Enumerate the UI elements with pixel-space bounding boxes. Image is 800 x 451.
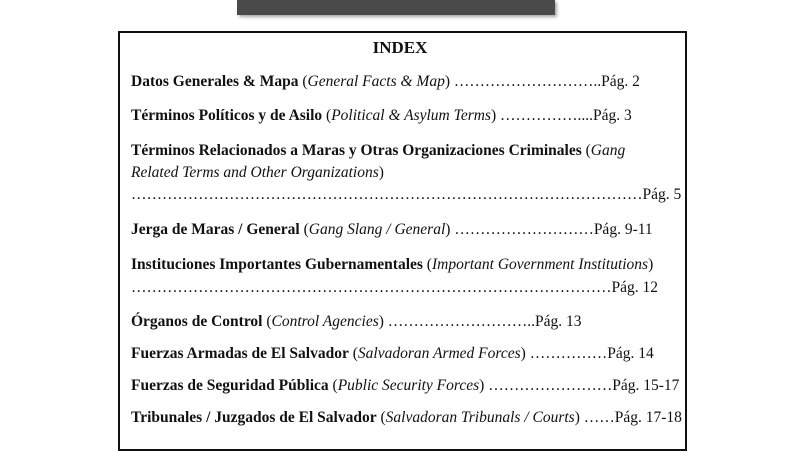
entry-title-es: Instituciones Importantes Gubernamentales <box>131 256 423 273</box>
entry-title-es: Jerga de Maras / General <box>131 221 300 238</box>
entry-page: Pág. 2 <box>601 73 640 90</box>
index-entry-gang-slang[interactable]: Jerga de Maras / General (Gang Slang / General) ………………………Pág. 9-11 <box>131 221 653 238</box>
entry-title-es: Fuerzas de Seguridad Pública <box>131 377 329 394</box>
index-entry-gang-terms-cont[interactable]: Related Terms and Other Organizations) <box>131 164 384 181</box>
entry-title-en: General Facts & Map <box>307 73 445 90</box>
entry-title-en: Important Government Institutions <box>431 256 649 273</box>
header-bar <box>237 0 555 15</box>
entry-title-en-line2: Related Terms and Other Organizations <box>131 164 379 181</box>
index-entry-armed-forces[interactable]: Fuerzas Armadas de El Salvador (Salvadoran Armed Forces) ……………Pág. 14 <box>131 345 654 362</box>
entry-page: Pág. 12 <box>611 279 658 296</box>
index-entry-gov-institutions-page[interactable] <box>131 279 658 297</box>
index-entry-gang-terms[interactable]: Términos Relacionados a Maras y Otras Organizaciones Criminales (Gang <box>131 142 626 159</box>
entry-dots: ……………………………………………………………………………………… <box>131 186 643 203</box>
entry-page: Pág. 15-17 <box>612 377 680 394</box>
entry-dots: ……………………… <box>450 221 594 238</box>
entry-title-en: Political & Asylum Terms <box>331 107 491 124</box>
entry-dots: …………….... <box>496 107 594 124</box>
entry-title-es: Fuerzas Armadas de El Salvador <box>131 345 349 362</box>
entry-dots: ………………………………………………………………………………… <box>131 279 612 296</box>
entry-dots: ……………………….. <box>383 313 536 330</box>
entry-page: Pág. 5 <box>642 186 682 203</box>
index-entry-gov-institutions[interactable]: Instituciones Importantes Gubernamentales (Important Government Institutions) <box>131 256 654 273</box>
entry-title-en: Salvadoran Tribunals / Courts <box>385 409 575 426</box>
index-entry-security-forces[interactable]: Fuerzas de Seguridad Pública (Public Security Forces) ……………………Pág. 15-17 <box>131 377 680 394</box>
entry-page: Pág. 17-18 <box>614 409 682 426</box>
entry-dots: …………………… <box>484 377 613 394</box>
index-entry-political-terms[interactable]: Términos Políticos y de Asilo (Political & Asylum Terms) ……………....Pág. 3 <box>131 107 632 124</box>
entry-page: Pág. 14 <box>607 345 654 362</box>
entry-title-es: Términos Relacionados a Maras y Otras Organizaciones Criminales <box>131 142 582 159</box>
entry-title-en: Gang Slang / General <box>308 221 446 238</box>
index-entry-gang-terms-page[interactable] <box>131 186 681 204</box>
index-title: INDEX <box>372 38 428 57</box>
entry-title-es: Tribunales / Juzgados de El Salvador <box>131 409 377 426</box>
entry-title-en: Control Agencies <box>271 313 379 330</box>
index-entry-tribunals[interactable]: Tribunales / Juzgados de El Salvador (Salvadoran Tribunals / Courts) ……Pág. 17-18 <box>131 409 682 426</box>
entry-dots: …………… <box>525 345 608 362</box>
entry-dots: …… <box>579 409 615 426</box>
entry-page: Pág. 13 <box>535 313 582 330</box>
index-entry-control-agencies[interactable]: Órganos de Control (Control Agencies) ………………………..Pág. 13 <box>131 313 582 330</box>
entry-title-en: Salvadoran Armed Forces <box>357 345 521 362</box>
entry-title-es: Términos Políticos y de Asilo <box>131 107 323 124</box>
entry-page: Pág. 3 <box>593 107 632 124</box>
entry-title-en: Public Security Forces <box>337 377 480 394</box>
entry-page: Pág. 9-11 <box>593 221 653 238</box>
entry-title-es: Órganos de Control <box>131 313 263 330</box>
entry-title-es: Datos Generales & Mapa <box>131 73 299 90</box>
index-entry-general-facts[interactable]: Datos Generales & Mapa (General Facts & Map) ………………………..Pág. 2 <box>131 73 640 90</box>
entry-title-en-line1: Gang <box>590 142 626 159</box>
entry-dots: ……………………….. <box>450 73 602 90</box>
